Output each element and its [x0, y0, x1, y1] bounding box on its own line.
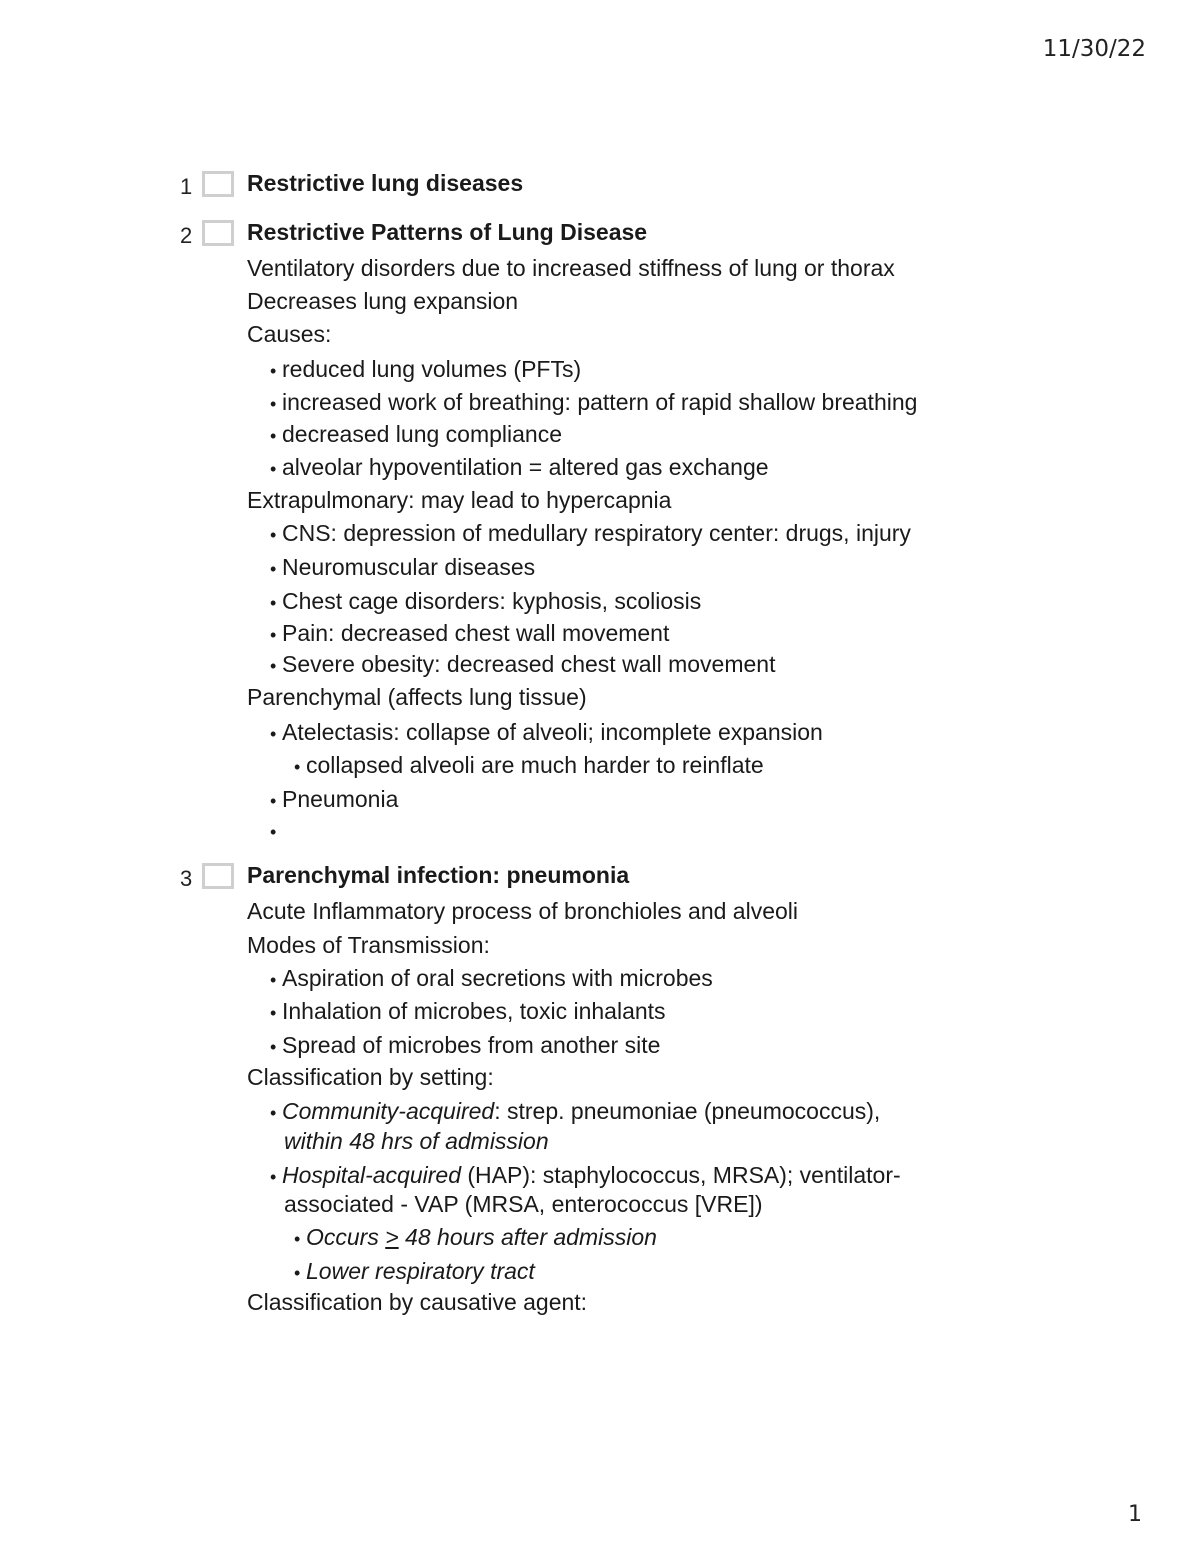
page-date: 11/30/22 [1042, 36, 1146, 62]
bullet-item: • Spread of microbes from another site [270, 1032, 661, 1058]
note-line: Extrapulmonary: may lead to hypercapnia [247, 487, 672, 513]
bullet-item: • CNS: depression of medullary respiratory center: drugs, injury [270, 520, 911, 546]
note-line: Ventilatory disorders due to increased stiffness of lung or thorax [247, 255, 895, 281]
bullet-item: • decreased lung compliance [270, 421, 563, 447]
bullet-item: • Severe obesity: decreased chest wall movement [270, 651, 776, 677]
bullet-item: • increased work of breathing: pattern of rapid shallow breathing [270, 389, 918, 415]
sub-bullet-item: • Occurs > 48 hours after admission [294, 1224, 657, 1250]
bullet-item: • Pneumonia [270, 786, 399, 812]
bullet-item: • Aspiration of oral secretions with microbes [270, 965, 713, 991]
slide-title: Restrictive lung diseases [247, 170, 524, 196]
slide-number: 3 [180, 866, 193, 891]
slide-thumbnail [202, 171, 234, 197]
bullet-item: • alveolar hypoventilation = altered gas exchange [270, 454, 769, 480]
note-line: Classification by causative agent: [247, 1289, 588, 1315]
page-number: 1 [1128, 1502, 1142, 1527]
note-line: Decreases lung expansion [247, 288, 519, 314]
bullet-continuation: associated - VAP (MRSA, enterococcus [VRE]) [284, 1191, 763, 1217]
bullet-item: • Inhalation of microbes, toxic inhalants [270, 998, 666, 1024]
bullet-item: • Pain: decreased chest wall movement [270, 620, 670, 646]
slide-number: 1 [180, 174, 193, 199]
bullet-item: • [270, 822, 277, 842]
bullet-item: • reduced lung volumes (PFTs) [270, 356, 582, 382]
sub-bullet-item: • collapsed alveoli are much harder to reinflate [294, 752, 764, 778]
slide-thumbnail [202, 220, 234, 246]
bullet-item: • Community-acquired: strep. pneumoniae (pneumococcus), [270, 1098, 881, 1124]
note-line: Acute Inflammatory process of bronchioles and alveoli [247, 898, 799, 924]
note-line: Parenchymal (affects lung tissue) [247, 684, 587, 710]
bullet-item: • Chest cage disorders: kyphosis, scoliosis [270, 588, 702, 614]
bullet-item: • Neuromuscular diseases [270, 554, 536, 580]
slide-title: Parenchymal infection: pneumonia [247, 862, 630, 888]
slide-number: 2 [180, 223, 193, 248]
slide-thumbnail [202, 863, 234, 889]
bullet-item: • Atelectasis: collapse of alveoli; incomplete expansion [270, 719, 823, 745]
note-line: Modes of Transmission: [247, 932, 490, 958]
bullet-item: • Hospital-acquired (HAP): staphylococcus, MRSA); ventilator- [270, 1162, 901, 1188]
bullet-continuation: within 48 hrs of admission [284, 1128, 549, 1154]
sub-bullet-item: • Lower respiratory tract [294, 1258, 535, 1284]
note-line: Classification by setting: [247, 1064, 494, 1090]
note-line: Causes: [247, 321, 332, 347]
slide-title: Restrictive Patterns of Lung Disease [247, 219, 648, 245]
